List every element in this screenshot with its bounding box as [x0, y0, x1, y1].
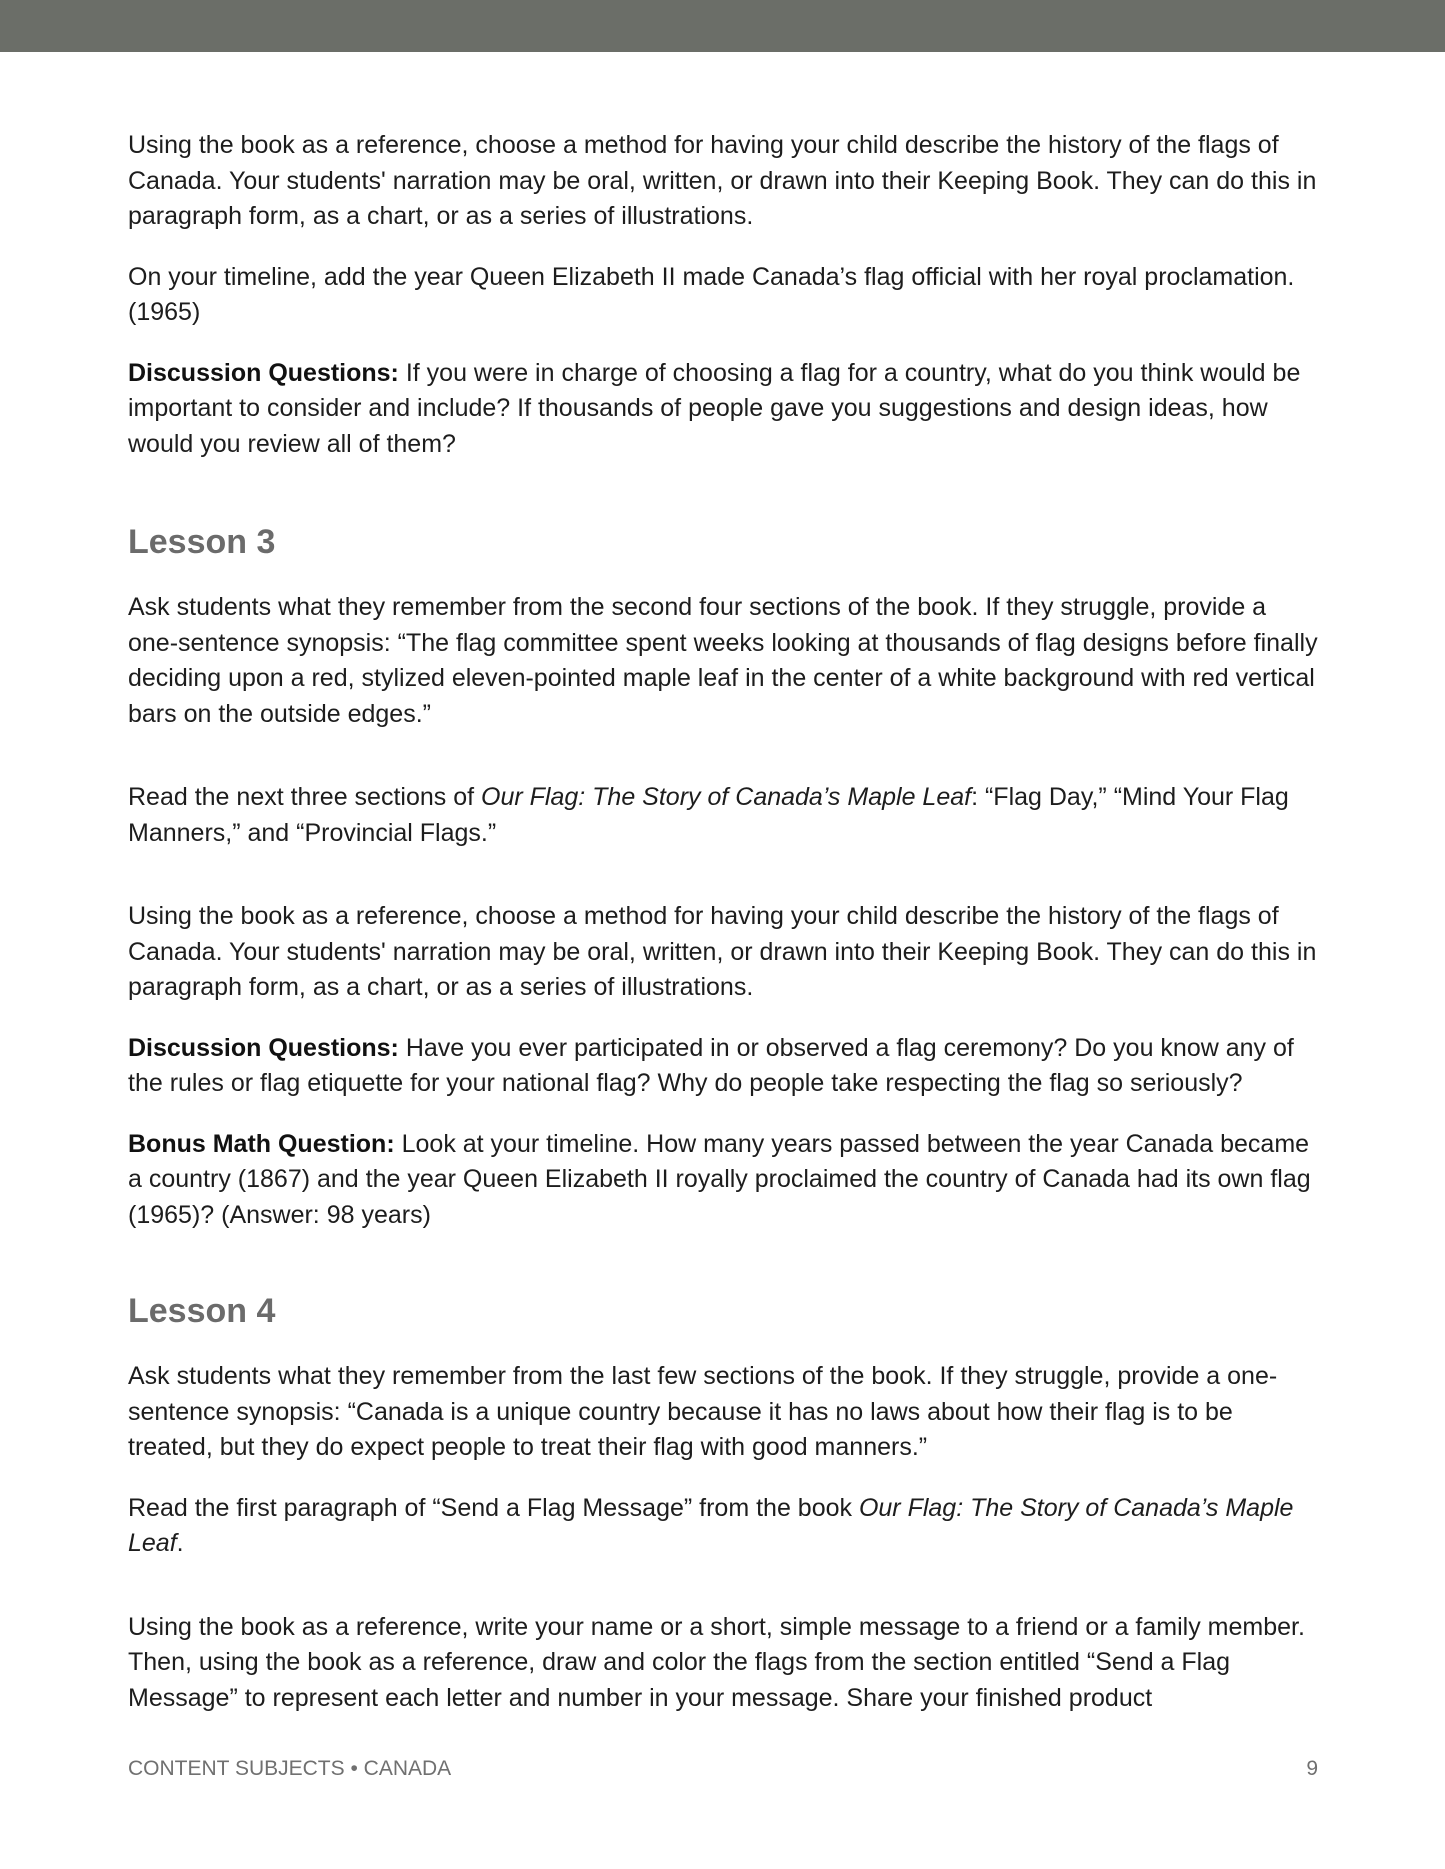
lesson-4-synopsis: Ask students what they remember from the last few sections of the book. If they struggle, provide a one-sentence synopsis: “Canada is a unique country because it has no laws about how their flag is to be treated, but they do expect people to treat their flag with good manners.” — [128, 1362, 1278, 1461]
discussion-questions-1 — [128, 356, 1318, 463]
paragraph-timeline: On your timeline, add the year Queen Elizabeth II made Canada’s flag official with her royal proclamation. (1965) — [128, 262, 1295, 326]
lesson-4-heading: Lesson 4 — [128, 1292, 276, 1330]
discussion-text: Have you ever participated in or observed a flag ceremony? Do you know any of the rules or flag etiquette for your national flag? Why do people take respecting the flag so seriously? — [128, 1033, 1294, 1097]
page-footer — [128, 1756, 1318, 1782]
page-header-bar — [0, 0, 1445, 52]
discussion-label: Discussion Questions: — [128, 358, 399, 387]
discussion-questions-2 — [128, 1031, 1318, 1102]
book-title: Our Flag: The Story of Canada’s Maple Leaf — [128, 1493, 1294, 1557]
book-title: Our Flag: The Story of Canada’s Maple Leaf — [481, 783, 972, 811]
page-number: 9 — [1306, 1757, 1318, 1780]
bonus-label: Bonus Math Question: — [128, 1129, 395, 1158]
discussion-label: Discussion Questions: — [128, 1033, 399, 1062]
lesson-3-heading: Lesson 3 — [128, 523, 276, 561]
lesson-4-activity: Using the book as a reference, write your name or a short, simple message to a friend or a family member. Then, using the book as a reference, draw and color the flags from the section entitled “Send a Flag Message” to represent each letter and number in your message. Share your finished product — [128, 1612, 1305, 1712]
lesson-3-narration: Using the book as a reference, choose a method for having your child describe the history of the flags of Canada. Your students' narration may be oral, written, or drawn into their Keeping Book. They can do this in paragraph form, as a chart, or as a series of illustrations. — [128, 902, 1317, 1001]
lesson-4-reading: Read the first paragraph of “Send a Flag Message” from the book Our Flag: The Story of Canada’s Maple Leaf. — [128, 1493, 1294, 1557]
footer-label: CONTENT SUBJECTS • CANADA — [128, 1757, 452, 1780]
lesson-3-synopsis: Ask students what they remember from the second four sections of the book. If they struggle, provide a one-sentence synopsis: “The flag committee spent weeks looking at thousands of flag designs before finally deciding upon a red, stylized eleven-pointed maple leaf in the center of a white background with red vertical bars on the outside edges.” — [128, 593, 1318, 728]
bonus-text: Look at your timeline. How many years passed between the year Canada became a country (1867) and the year Queen Elizabeth II royally proclaimed the country of Canada had its own flag (1965)? (Answer: 98 years) — [128, 1129, 1311, 1229]
lesson-3-reading: Read the next three sections of Our Flag: The Story of Canada’s Maple Leaf: “Flag Day,” “Mind Your Flag Manners,” and “Provincial Flags.” — [128, 783, 1289, 847]
discussion-text: If you were in charge of choosing a flag for a country, what do you think would be important to consider and include? If thousands of people gave you suggestions and design ideas, how would you review all of them? — [128, 358, 1301, 458]
paragraph-history-method: Using the book as a reference, choose a method for having your child describe the history of the flags of Canada. Your students' narration may be oral, written, or drawn into their Keeping Book. They can do this in paragraph form, as a chart, or as a series of illustrations. — [128, 131, 1317, 230]
bonus-math-question — [128, 1127, 1318, 1234]
page-content — [128, 128, 1318, 1716]
